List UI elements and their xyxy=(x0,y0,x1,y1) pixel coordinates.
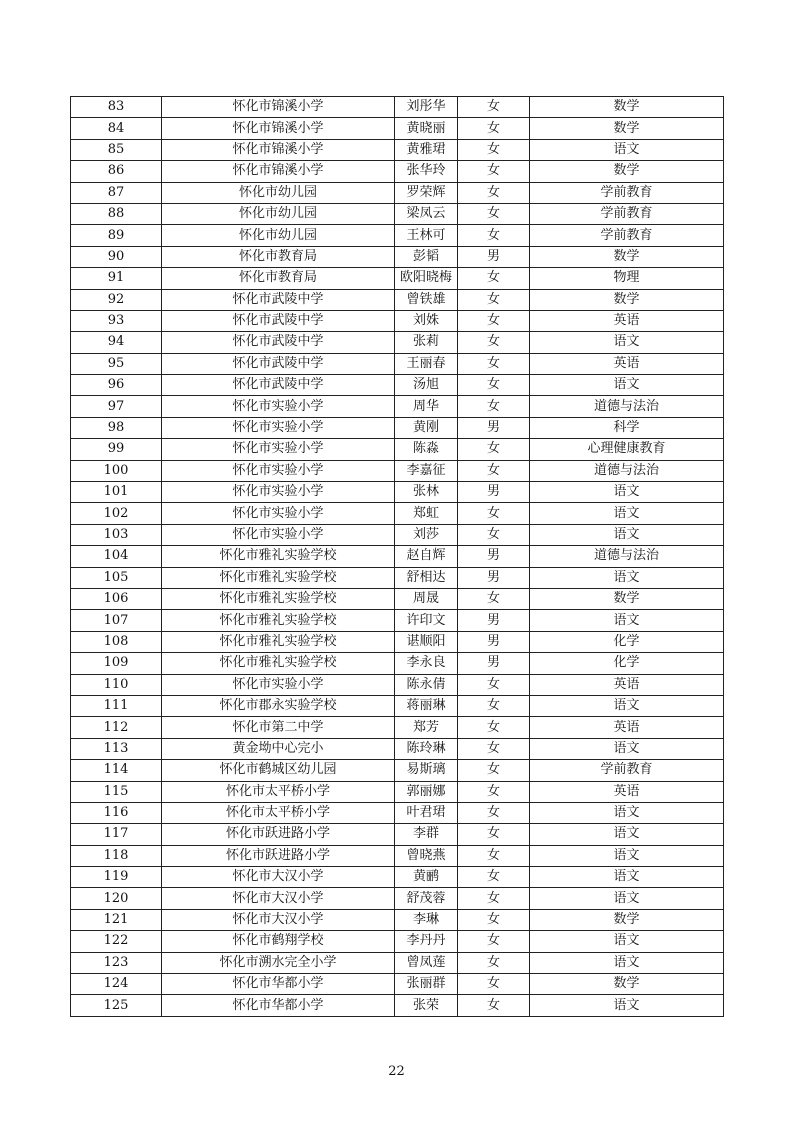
unit-cell: 黄金坳中心完小 xyxy=(162,738,395,759)
subject-cell: 语文 xyxy=(530,503,724,524)
table-row xyxy=(71,97,724,118)
gender-cell: 女 xyxy=(458,674,530,695)
name-cell: 汤旭 xyxy=(395,375,458,396)
subject-cell: 语文 xyxy=(530,567,724,588)
table-row xyxy=(71,867,724,888)
name-cell: 许印文 xyxy=(395,610,458,631)
subject-cell: 语文 xyxy=(530,931,724,952)
name-cell: 叶君珺 xyxy=(395,802,458,823)
name-cell: 张林 xyxy=(395,482,458,503)
table-row xyxy=(71,610,724,631)
table-row xyxy=(71,931,724,952)
subject-cell: 语文 xyxy=(530,995,724,1016)
serial-number-cell: 85 xyxy=(71,139,162,160)
personnel-table xyxy=(70,96,724,1017)
serial-number-cell: 125 xyxy=(71,995,162,1016)
table-row xyxy=(71,952,724,973)
name-cell: 李群 xyxy=(395,824,458,845)
subject-cell: 学前教育 xyxy=(530,182,724,203)
gender-cell: 男 xyxy=(458,631,530,652)
serial-number-cell: 92 xyxy=(71,289,162,310)
serial-number-cell: 86 xyxy=(71,161,162,182)
serial-number-cell: 122 xyxy=(71,931,162,952)
name-cell: 黄鹂 xyxy=(395,867,458,888)
subject-cell: 学前教育 xyxy=(530,760,724,781)
serial-number-cell: 101 xyxy=(71,482,162,503)
serial-number-cell: 90 xyxy=(71,246,162,267)
name-cell: 郑芳 xyxy=(395,717,458,738)
name-cell: 陈淼 xyxy=(395,439,458,460)
serial-number-cell: 84 xyxy=(71,118,162,139)
name-cell: 郭丽娜 xyxy=(395,781,458,802)
gender-cell: 女 xyxy=(458,289,530,310)
gender-cell: 男 xyxy=(458,482,530,503)
name-cell: 舒茂蓉 xyxy=(395,888,458,909)
serial-number-cell: 91 xyxy=(71,268,162,289)
unit-cell: 怀化市幼儿园 xyxy=(162,203,395,224)
name-cell: 李嘉征 xyxy=(395,460,458,481)
gender-cell: 女 xyxy=(458,161,530,182)
subject-cell: 语文 xyxy=(530,482,724,503)
subject-cell: 心理健康教育 xyxy=(530,439,724,460)
table-row xyxy=(71,717,724,738)
serial-number-cell: 105 xyxy=(71,567,162,588)
table-row xyxy=(71,588,724,609)
name-cell: 李永良 xyxy=(395,653,458,674)
gender-cell: 女 xyxy=(458,118,530,139)
subject-cell: 语文 xyxy=(530,845,724,866)
unit-cell: 怀化市华都小学 xyxy=(162,995,395,1016)
serial-number-cell: 116 xyxy=(71,802,162,823)
subject-cell: 英语 xyxy=(530,310,724,331)
name-cell: 罗荣辉 xyxy=(395,182,458,203)
table-row xyxy=(71,203,724,224)
subject-cell: 数学 xyxy=(530,97,724,118)
gender-cell: 女 xyxy=(458,439,530,460)
gender-cell: 女 xyxy=(458,845,530,866)
gender-cell: 女 xyxy=(458,867,530,888)
gender-cell: 女 xyxy=(458,375,530,396)
gender-cell: 女 xyxy=(458,909,530,930)
personnel-table-body xyxy=(71,97,724,1017)
subject-cell: 语文 xyxy=(530,610,724,631)
serial-number-cell: 123 xyxy=(71,952,162,973)
gender-cell: 男 xyxy=(458,417,530,438)
table-row xyxy=(71,567,724,588)
unit-cell: 怀化市幼儿园 xyxy=(162,225,395,246)
table-row xyxy=(71,225,724,246)
table-row xyxy=(71,631,724,652)
unit-cell: 怀化市大汉小学 xyxy=(162,888,395,909)
page-number: 22 xyxy=(388,1064,405,1079)
serial-number-cell: 97 xyxy=(71,396,162,417)
unit-cell: 怀化市鹤翔学校 xyxy=(162,931,395,952)
unit-cell: 怀化市武陵中学 xyxy=(162,375,395,396)
gender-cell: 女 xyxy=(458,738,530,759)
unit-cell: 怀化市雅礼实验学校 xyxy=(162,588,395,609)
serial-number-cell: 83 xyxy=(71,97,162,118)
unit-cell: 怀化市实验小学 xyxy=(162,482,395,503)
table-row xyxy=(71,888,724,909)
unit-cell: 怀化市武陵中学 xyxy=(162,332,395,353)
subject-cell: 学前教育 xyxy=(530,225,724,246)
table-row xyxy=(71,974,724,995)
subject-cell: 语文 xyxy=(530,695,724,716)
gender-cell: 男 xyxy=(458,567,530,588)
subject-cell: 数学 xyxy=(530,974,724,995)
subject-cell: 学前教育 xyxy=(530,203,724,224)
serial-number-cell: 113 xyxy=(71,738,162,759)
serial-number-cell: 98 xyxy=(71,417,162,438)
subject-cell: 道德与法治 xyxy=(530,546,724,567)
subject-cell: 语文 xyxy=(530,139,724,160)
table-row xyxy=(71,182,724,203)
gender-cell: 女 xyxy=(458,97,530,118)
table-row xyxy=(71,375,724,396)
serial-number-cell: 111 xyxy=(71,695,162,716)
serial-number-cell: 115 xyxy=(71,781,162,802)
subject-cell: 语文 xyxy=(530,824,724,845)
serial-number-cell: 114 xyxy=(71,760,162,781)
serial-number-cell: 124 xyxy=(71,974,162,995)
subject-cell: 英语 xyxy=(530,674,724,695)
serial-number-cell: 95 xyxy=(71,353,162,374)
name-cell: 郑虹 xyxy=(395,503,458,524)
gender-cell: 女 xyxy=(458,139,530,160)
subject-cell: 道德与法治 xyxy=(530,460,724,481)
table-row xyxy=(71,524,724,545)
gender-cell: 女 xyxy=(458,396,530,417)
gender-cell: 女 xyxy=(458,781,530,802)
unit-cell: 怀化市锦溪小学 xyxy=(162,139,395,160)
table-row xyxy=(71,310,724,331)
serial-number-cell: 94 xyxy=(71,332,162,353)
unit-cell: 怀化市雅礼实验学校 xyxy=(162,546,395,567)
unit-cell: 怀化市锦溪小学 xyxy=(162,118,395,139)
name-cell: 周华 xyxy=(395,396,458,417)
name-cell: 王林可 xyxy=(395,225,458,246)
table-row xyxy=(71,396,724,417)
unit-cell: 怀化市华都小学 xyxy=(162,974,395,995)
gender-cell: 女 xyxy=(458,588,530,609)
table-row xyxy=(71,332,724,353)
subject-cell: 数学 xyxy=(530,246,724,267)
table-row xyxy=(71,824,724,845)
table-row xyxy=(71,802,724,823)
table-row xyxy=(71,781,724,802)
unit-cell: 怀化市第二中学 xyxy=(162,717,395,738)
subject-cell: 语文 xyxy=(530,332,724,353)
serial-number-cell: 108 xyxy=(71,631,162,652)
subject-cell: 英语 xyxy=(530,353,724,374)
name-cell: 陈永倩 xyxy=(395,674,458,695)
name-cell: 蒋丽琳 xyxy=(395,695,458,716)
unit-cell: 怀化市实验小学 xyxy=(162,460,395,481)
table-row xyxy=(71,439,724,460)
table-row xyxy=(71,845,724,866)
serial-number-cell: 120 xyxy=(71,888,162,909)
table-row xyxy=(71,995,724,1016)
serial-number-cell: 96 xyxy=(71,375,162,396)
gender-cell: 男 xyxy=(458,546,530,567)
serial-number-cell: 100 xyxy=(71,460,162,481)
subject-cell: 英语 xyxy=(530,717,724,738)
gender-cell: 男 xyxy=(458,653,530,674)
serial-number-cell: 102 xyxy=(71,503,162,524)
name-cell: 曾铁雄 xyxy=(395,289,458,310)
gender-cell: 女 xyxy=(458,974,530,995)
serial-number-cell: 88 xyxy=(71,203,162,224)
unit-cell: 怀化市雅礼实验学校 xyxy=(162,631,395,652)
subject-cell: 语文 xyxy=(530,802,724,823)
table-row xyxy=(71,161,724,182)
name-cell: 黄刚 xyxy=(395,417,458,438)
name-cell: 刘彤华 xyxy=(395,97,458,118)
serial-number-cell: 103 xyxy=(71,524,162,545)
unit-cell: 怀化市大汉小学 xyxy=(162,909,395,930)
subject-cell: 化学 xyxy=(530,631,724,652)
gender-cell: 女 xyxy=(458,802,530,823)
gender-cell: 女 xyxy=(458,332,530,353)
unit-cell: 怀化市跃进路小学 xyxy=(162,824,395,845)
table-row xyxy=(71,695,724,716)
subject-cell: 化学 xyxy=(530,653,724,674)
name-cell: 彭韬 xyxy=(395,246,458,267)
unit-cell: 怀化市雅礼实验学校 xyxy=(162,653,395,674)
table-row xyxy=(71,546,724,567)
name-cell: 张荣 xyxy=(395,995,458,1016)
gender-cell: 女 xyxy=(458,824,530,845)
unit-cell: 怀化市幼儿园 xyxy=(162,182,395,203)
gender-cell: 女 xyxy=(458,888,530,909)
unit-cell: 怀化市武陵中学 xyxy=(162,289,395,310)
serial-number-cell: 99 xyxy=(71,439,162,460)
name-cell: 刘姝 xyxy=(395,310,458,331)
gender-cell: 女 xyxy=(458,717,530,738)
table-row xyxy=(71,482,724,503)
name-cell: 张莉 xyxy=(395,332,458,353)
unit-cell: 怀化市武陵中学 xyxy=(162,353,395,374)
gender-cell: 女 xyxy=(458,931,530,952)
unit-cell: 怀化市实验小学 xyxy=(162,674,395,695)
gender-cell: 女 xyxy=(458,268,530,289)
subject-cell: 数学 xyxy=(530,161,724,182)
serial-number-cell: 109 xyxy=(71,653,162,674)
subject-cell: 语文 xyxy=(530,952,724,973)
serial-number-cell: 121 xyxy=(71,909,162,930)
table-row xyxy=(71,118,724,139)
unit-cell: 怀化市锦溪小学 xyxy=(162,97,395,118)
unit-cell: 怀化市鹤城区幼儿园 xyxy=(162,760,395,781)
gender-cell: 女 xyxy=(458,695,530,716)
unit-cell: 怀化市实验小学 xyxy=(162,524,395,545)
serial-number-cell: 112 xyxy=(71,717,162,738)
subject-cell: 道德与法治 xyxy=(530,396,724,417)
gender-cell: 女 xyxy=(458,760,530,781)
gender-cell: 女 xyxy=(458,995,530,1016)
name-cell: 王丽春 xyxy=(395,353,458,374)
unit-cell: 怀化市郡永实验学校 xyxy=(162,695,395,716)
gender-cell: 女 xyxy=(458,182,530,203)
unit-cell: 怀化市太平桥小学 xyxy=(162,802,395,823)
serial-number-cell: 117 xyxy=(71,824,162,845)
gender-cell: 女 xyxy=(458,503,530,524)
gender-cell: 女 xyxy=(458,353,530,374)
name-cell: 易斯璃 xyxy=(395,760,458,781)
name-cell: 谌顺阳 xyxy=(395,631,458,652)
name-cell: 赵自辉 xyxy=(395,546,458,567)
table-row xyxy=(71,268,724,289)
table-row xyxy=(71,460,724,481)
table-row xyxy=(71,289,724,310)
subject-cell: 数学 xyxy=(530,118,724,139)
unit-cell: 怀化市锦溪小学 xyxy=(162,161,395,182)
name-cell: 舒相达 xyxy=(395,567,458,588)
table-row xyxy=(71,503,724,524)
unit-cell: 怀化市溯水完全小学 xyxy=(162,952,395,973)
subject-cell: 语文 xyxy=(530,524,724,545)
serial-number-cell: 89 xyxy=(71,225,162,246)
name-cell: 刘莎 xyxy=(395,524,458,545)
unit-cell: 怀化市武陵中学 xyxy=(162,310,395,331)
subject-cell: 数学 xyxy=(530,289,724,310)
table-row xyxy=(71,738,724,759)
unit-cell: 怀化市大汉小学 xyxy=(162,867,395,888)
unit-cell: 怀化市实验小学 xyxy=(162,439,395,460)
gender-cell: 女 xyxy=(458,952,530,973)
unit-cell: 怀化市太平桥小学 xyxy=(162,781,395,802)
name-cell: 周晟 xyxy=(395,588,458,609)
gender-cell: 女 xyxy=(458,524,530,545)
subject-cell: 语文 xyxy=(530,867,724,888)
unit-cell: 怀化市雅礼实验学校 xyxy=(162,610,395,631)
serial-number-cell: 110 xyxy=(71,674,162,695)
name-cell: 张华玲 xyxy=(395,161,458,182)
name-cell: 李琳 xyxy=(395,909,458,930)
subject-cell: 数学 xyxy=(530,909,724,930)
name-cell: 曾凤莲 xyxy=(395,952,458,973)
table-row xyxy=(71,909,724,930)
serial-number-cell: 106 xyxy=(71,588,162,609)
table-row xyxy=(71,653,724,674)
name-cell: 黄晓丽 xyxy=(395,118,458,139)
table-row xyxy=(71,760,724,781)
table-row xyxy=(71,417,724,438)
subject-cell: 语文 xyxy=(530,888,724,909)
gender-cell: 男 xyxy=(458,610,530,631)
name-cell: 梁凤云 xyxy=(395,203,458,224)
serial-number-cell: 87 xyxy=(71,182,162,203)
name-cell: 欧阳晓梅 xyxy=(395,268,458,289)
unit-cell: 怀化市实验小学 xyxy=(162,396,395,417)
gender-cell: 女 xyxy=(458,225,530,246)
name-cell: 黄雅珺 xyxy=(395,139,458,160)
gender-cell: 女 xyxy=(458,203,530,224)
name-cell: 张丽群 xyxy=(395,974,458,995)
subject-cell: 语文 xyxy=(530,738,724,759)
unit-cell: 怀化市实验小学 xyxy=(162,417,395,438)
unit-cell: 怀化市实验小学 xyxy=(162,503,395,524)
unit-cell: 怀化市跃进路小学 xyxy=(162,845,395,866)
gender-cell: 女 xyxy=(458,460,530,481)
table-row xyxy=(71,246,724,267)
unit-cell: 怀化市教育局 xyxy=(162,268,395,289)
subject-cell: 科学 xyxy=(530,417,724,438)
name-cell: 李丹丹 xyxy=(395,931,458,952)
serial-number-cell: 118 xyxy=(71,845,162,866)
subject-cell: 英语 xyxy=(530,781,724,802)
table-row xyxy=(71,353,724,374)
name-cell: 陈玲琳 xyxy=(395,738,458,759)
gender-cell: 女 xyxy=(458,310,530,331)
unit-cell: 怀化市教育局 xyxy=(162,246,395,267)
subject-cell: 语文 xyxy=(530,375,724,396)
serial-number-cell: 119 xyxy=(71,867,162,888)
serial-number-cell: 93 xyxy=(71,310,162,331)
table-row xyxy=(71,139,724,160)
serial-number-cell: 107 xyxy=(71,610,162,631)
table-row xyxy=(71,674,724,695)
serial-number-cell: 104 xyxy=(71,546,162,567)
gender-cell: 男 xyxy=(458,246,530,267)
name-cell: 曾晓燕 xyxy=(395,845,458,866)
subject-cell: 物理 xyxy=(530,268,724,289)
subject-cell: 数学 xyxy=(530,588,724,609)
unit-cell: 怀化市雅礼实验学校 xyxy=(162,567,395,588)
